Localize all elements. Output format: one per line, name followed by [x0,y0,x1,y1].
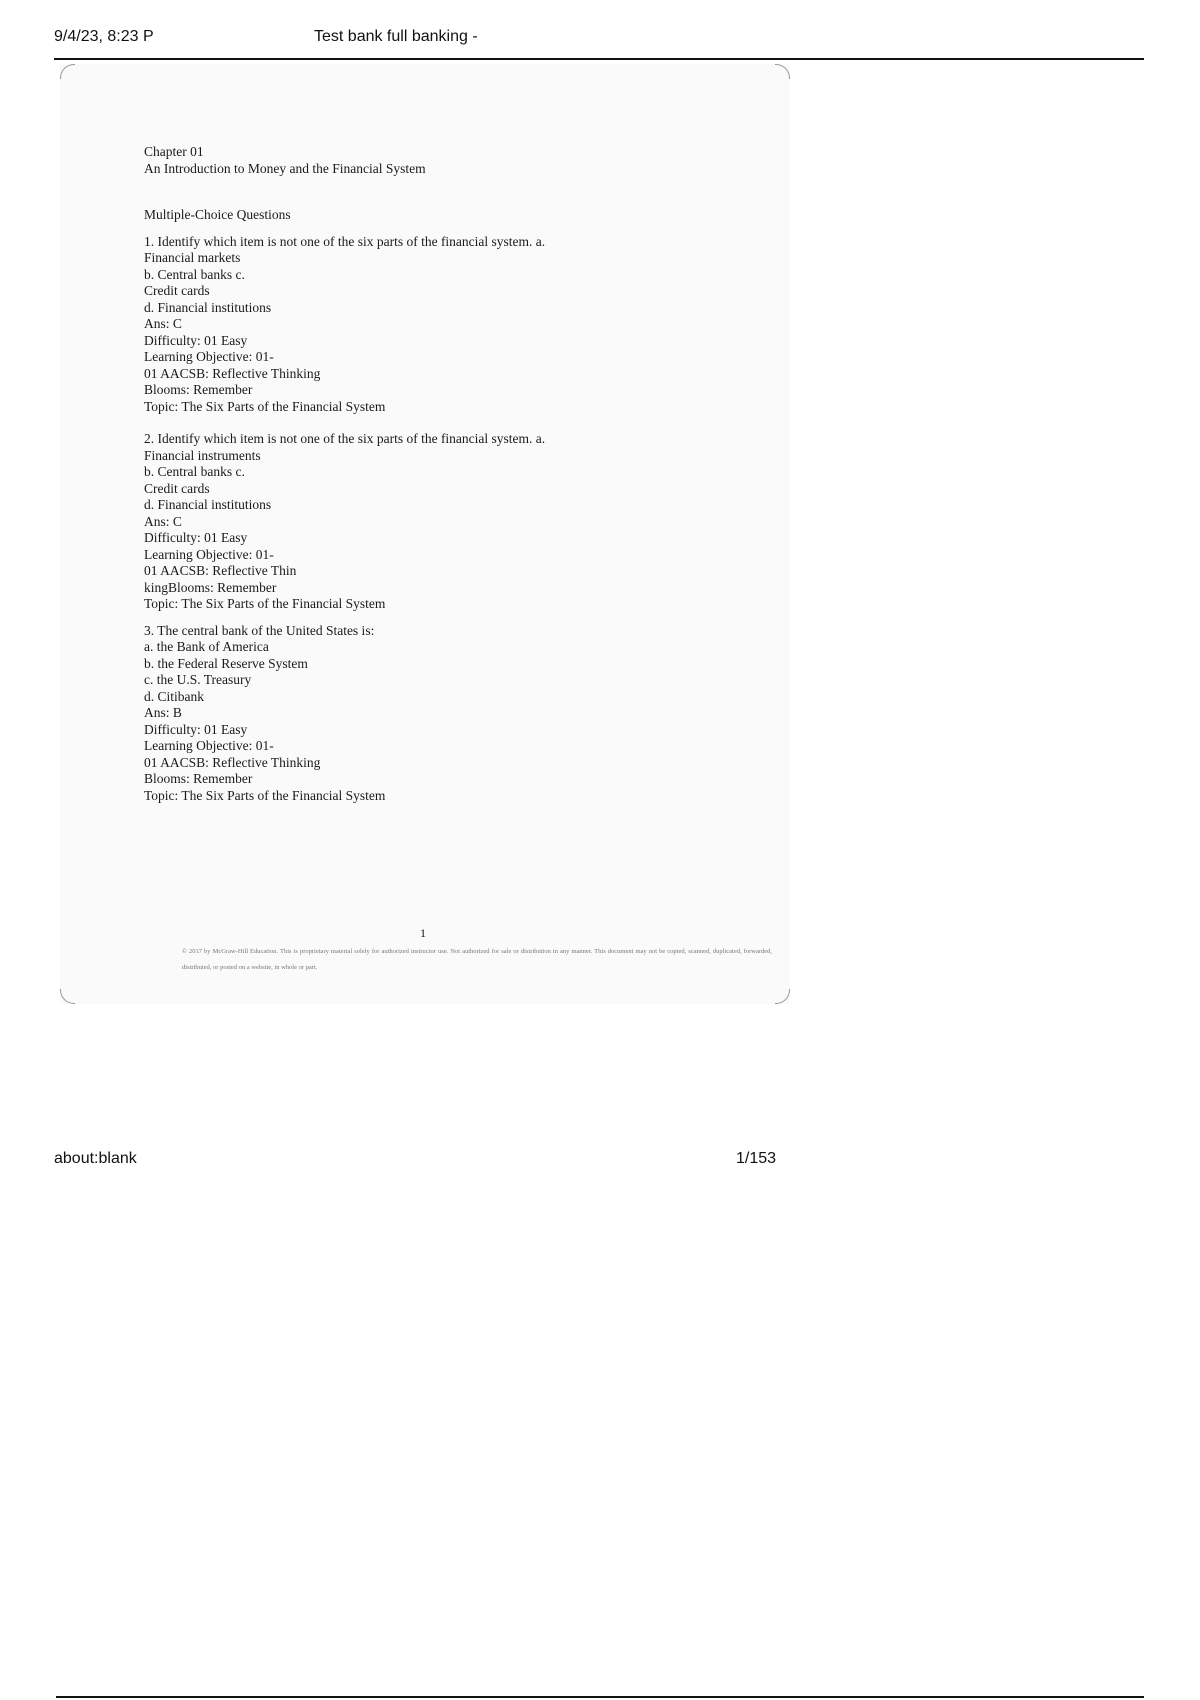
question-line: a. the Bank of America [144,639,269,654]
question-line: d. Financial institutions [144,497,272,512]
question-line: Difficulty: 01 Easy [144,332,248,348]
question-line: Learning Objective: 01- [144,349,274,364]
document-body [144,144,764,804]
question-line: Financial instruments [144,447,261,463]
chapter-title: An Introduction to Money and the Financial System [144,160,426,176]
question-line: Ans: C [144,513,182,529]
question-line: kingBlooms: Remember [144,579,277,595]
print-title: Test bank full banking - [314,28,478,45]
print-header [54,26,1144,60]
question-line: Difficulty: 01 Easy [144,530,248,545]
crop-mark-bottom-left [60,989,75,1004]
question-line: d. Financial institutions [144,299,272,315]
print-footer-page: 1/153 [736,1150,777,1167]
question-line: d. Citibank [144,688,204,704]
question-line: b. Central banks c. [144,464,245,479]
question-line: c. the U.S. Treasury [144,672,252,687]
question-line: Credit cards [144,283,210,298]
question-line: Blooms: Remember [144,771,253,786]
question-line: 01 AACSB: Reflective Thin [144,563,297,578]
question-line: 01 AACSB: Reflective Thinking [144,754,321,770]
print-date: 9/4/23, 8:23 P [54,28,154,45]
question-line: b. the Federal Reserve System [144,655,308,671]
question-line: Blooms: Remember [144,382,253,397]
question-line: Learning Objective: 01- [144,738,274,753]
question-line: Topic: The Six Parts of the Financial System [144,398,386,414]
question-1 [144,234,764,416]
question-line: Ans: C [144,316,182,331]
question-line: b. Central banks c. [144,266,245,282]
question-line: Topic: The Six Parts of the Financial System [144,596,386,611]
question-3 [144,623,764,805]
copyright-notice: © 2017 by McGraw-Hill Education. This is proprietary material solely for authorized instructor use. Not authorized for sale or distribution in any manner. This document may not be copied, scanned, duplicated, forwarded, distributed, or posted on a website, in whole or part. [182,948,772,971]
question-line: Learning Objective: 01- [144,546,274,562]
question-line: 01 AACSB: Reflective Thinking [144,365,321,381]
question-line: Topic: The Six Parts of the Financial System [144,787,386,803]
question-line: 1. Identify which item is not one of the six parts of the financial system. a. [144,233,546,249]
document-page [60,64,790,1004]
question-line: 2. Identify which item is not one of the six parts of the financial system. a. [144,431,546,446]
question-line: Ans: B [144,705,182,720]
question-line: Difficulty: 01 Easy [144,721,248,737]
question-line: 3. The central bank of the United States is: [144,622,375,638]
print-footer-url: about:blank [54,1150,137,1167]
crop-mark-bottom-right [775,989,790,1004]
crop-mark-top-left [60,64,75,79]
page-number: 1 [420,926,426,940]
chapter-number: Chapter 01 [144,144,204,159]
question-line: Credit cards [144,480,210,496]
bottom-rule [56,1696,1144,1698]
question-2 [144,431,764,613]
crop-mark-top-right [775,64,790,79]
question-line: Financial markets [144,250,241,265]
section-heading: Multiple-Choice Questions [144,207,291,222]
